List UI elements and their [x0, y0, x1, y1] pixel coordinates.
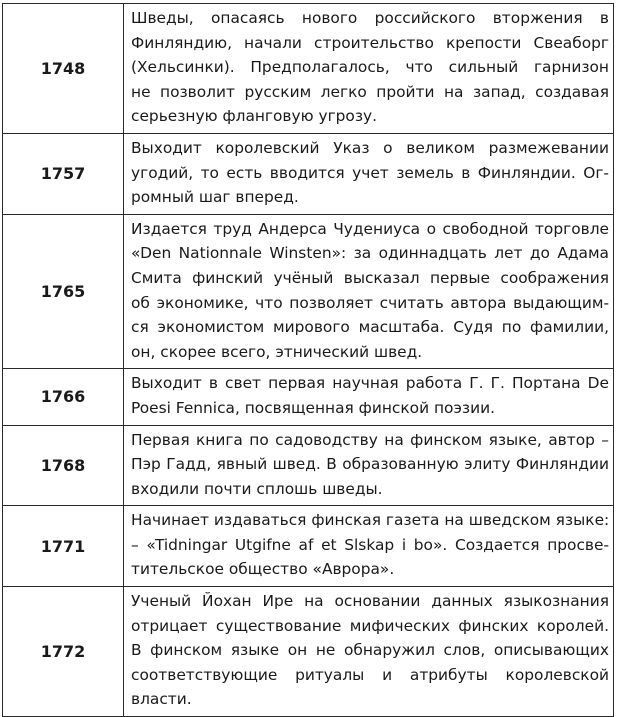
event-line: В финском языке он не обнаружил слов, описывающих — [131, 641, 609, 660]
event-line: Ученый Йохан Ире на основании данных языкознания — [131, 592, 609, 611]
year-cell: 1766 — [3, 369, 124, 425]
table-row — [3, 425, 614, 506]
event-line: Смита финский учёный высказал первые соображения — [131, 268, 609, 287]
event-line: серьезную фланговую угрозу. — [131, 107, 378, 126]
chronology-table — [2, 3, 614, 717]
event-line: Первая книга по садоводству на финском языке, автор – — [131, 430, 609, 449]
table-row — [3, 133, 614, 214]
event-cell — [124, 506, 614, 587]
event-line: отрицает существование мифических финских королей. — [131, 616, 609, 635]
table-row — [3, 587, 614, 717]
event-line: он, скорее всего, этнический швед. — [131, 342, 423, 361]
event-line: соответствующие ритуалы и атрибуты королевской — [131, 665, 609, 684]
event-line: тительское общество «Аврора». — [131, 560, 395, 579]
event-line: Шведы, опасаясь нового российского вторжения в — [131, 9, 609, 27]
event-line: Начинает издаваться финская газета на шведском языке: — [131, 511, 610, 530]
event-line: угодий, то есть вводится учет земель в Финляндии. Ог- — [131, 163, 609, 182]
table-row — [3, 506, 614, 587]
event-line: власти. — [131, 690, 192, 709]
table-row — [3, 214, 614, 369]
event-line: Poesi Fennica, посвященная финской поэзии. — [131, 398, 495, 417]
event-line: Пэр Гадд, явный швед. В образованную элиту Финляндии — [131, 455, 609, 474]
event-line: Издается труд Андерса Чудениуса о свободной торговле — [131, 219, 609, 238]
event-cell — [124, 4, 614, 134]
event-line: – «Tidningar Utgifne af et Slskap i bo». Создается просве- — [131, 535, 609, 554]
event-cell — [124, 369, 614, 425]
event-cell — [124, 425, 614, 506]
year-cell: 1765 — [3, 214, 124, 369]
event-line: Выходит в свет первая научная работа Г. Г. Портана De — [131, 374, 609, 393]
event-cell — [124, 587, 614, 717]
year-cell: 1771 — [3, 506, 124, 587]
event-line: об экономике, что позволяет считать автора выдающим- — [131, 293, 609, 312]
event-line: (Хельсинки). Предполагалось, что сильный гарнизон — [131, 58, 609, 77]
event-line: ся экономистом мирового масштаба. Судя по фамилии, — [131, 318, 609, 337]
event-cell — [124, 214, 614, 369]
year-cell: 1757 — [3, 133, 124, 214]
event-line: Выходит королевский Указ о великом размежевании — [131, 138, 609, 157]
table-row — [3, 369, 614, 425]
table-row — [3, 4, 614, 134]
event-cell — [124, 133, 614, 214]
event-line: не позволит русским легко пройти на запад, создавая — [131, 82, 609, 101]
year-cell: 1772 — [3, 587, 124, 717]
year-cell: 1748 — [3, 4, 124, 134]
event-line: входили почти сплошь шведы. — [131, 479, 383, 498]
chronology-table-body — [3, 4, 614, 717]
event-line: «Den Nationnale Winsten»: за одиннадцать лет до Адама — [131, 244, 609, 263]
year-cell: 1768 — [3, 425, 124, 506]
event-line: Финляндию, начали строительство крепости Свеаборг — [131, 33, 609, 52]
event-line: ромный шаг вперед. — [131, 188, 299, 207]
